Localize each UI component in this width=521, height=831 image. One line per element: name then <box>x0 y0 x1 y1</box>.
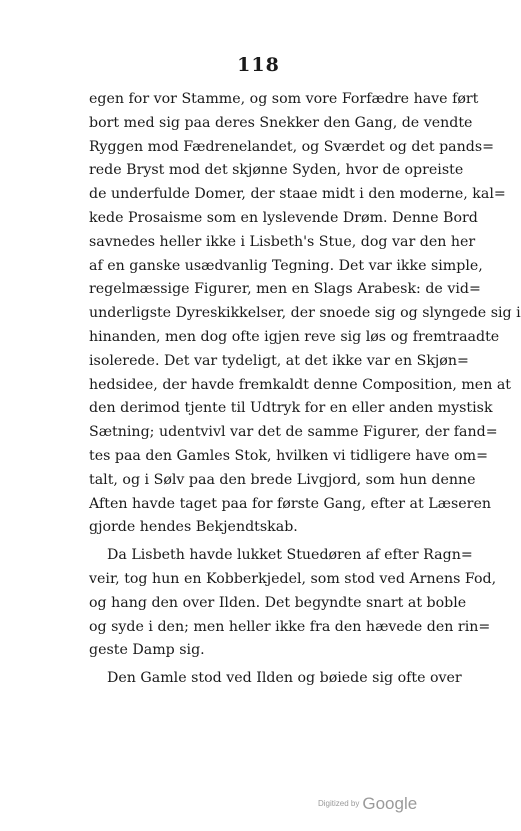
body-text <box>89 88 521 691</box>
watermark-prefix: Digitized by <box>318 799 360 808</box>
text-line: rede Bryst mod det skjønne Syden, hvor de opreiste <box>89 162 464 179</box>
text-line: Ryggen mod Fædrenelandet, og Sværdet og det pands= <box>89 138 495 155</box>
text-line: Aften havde taget paa for første Gang, efter at Læseren <box>89 495 491 512</box>
text-line: gjorde hendes Bekjendtskab. <box>89 519 298 536</box>
text-line: og hang den over Ilden. Det begyndte snart at boble <box>89 594 467 611</box>
text-line: kede Prosaisme som en lyslevende Drøm. Denne Bord <box>89 209 478 226</box>
text-line: og syde i den; men heller ikke fra den hævede den rin= <box>89 618 491 635</box>
watermark-brand: Google <box>362 794 418 813</box>
text-line: talt, og i Sølv paa den brede Livgjord, som hun denne <box>89 471 476 488</box>
text-line: savnedes heller ikke i Lisbeth's Stue, dog var den her <box>89 233 476 250</box>
text-line: de underfulde Domer, der staae midt i den moderne, kal= <box>89 186 506 203</box>
text-line: underligste Dyreskikkelser, der snoede sig og slyngede sig i <box>89 305 521 322</box>
text-line: hinanden, men dog ofte igjen reve sig løs og fremtraadte <box>89 328 500 345</box>
text-line: veir, tog hun en Kobberkjedel, som stod ved Arnens Fod, <box>89 570 497 587</box>
digitization-watermark <box>318 794 417 814</box>
text-line: egen for vor Stamme, og som vore Forfædre have ført <box>89 91 479 107</box>
text-line: bort med sig paa deres Snekker den Gang, de vendte <box>89 114 473 131</box>
text-line: regelmæssige Figurer, men en Slags Arabesk: de vid= <box>89 281 481 298</box>
text-line: af en ganske usædvanlig Tegning. Det var ikke simple, <box>89 257 483 274</box>
text-line: hedsidee, der havde fremkaldt denne Composition, men at <box>89 376 512 393</box>
text-line: isolerede. Det var tydeligt, at det ikke var en Skjøn= <box>89 352 469 369</box>
text-line: geste Damp sig. <box>89 642 205 659</box>
text-line: Da Lisbeth havde lukket Stuedøren af efter Ragn= <box>107 547 473 564</box>
text-line: den derimod tjente til Udtryk for en eller anden mystisk <box>89 400 493 417</box>
text-line: Sætning; udentvivl var det de samme Figurer, der fand= <box>89 424 498 441</box>
text-line: Den Gamle stod ved Ilden og bøiede sig ofte over <box>107 670 462 687</box>
page-number: 118 <box>237 54 280 76</box>
text-line: tes paa den Gamles Stok, hvilken vi tidligere have om= <box>89 447 488 464</box>
